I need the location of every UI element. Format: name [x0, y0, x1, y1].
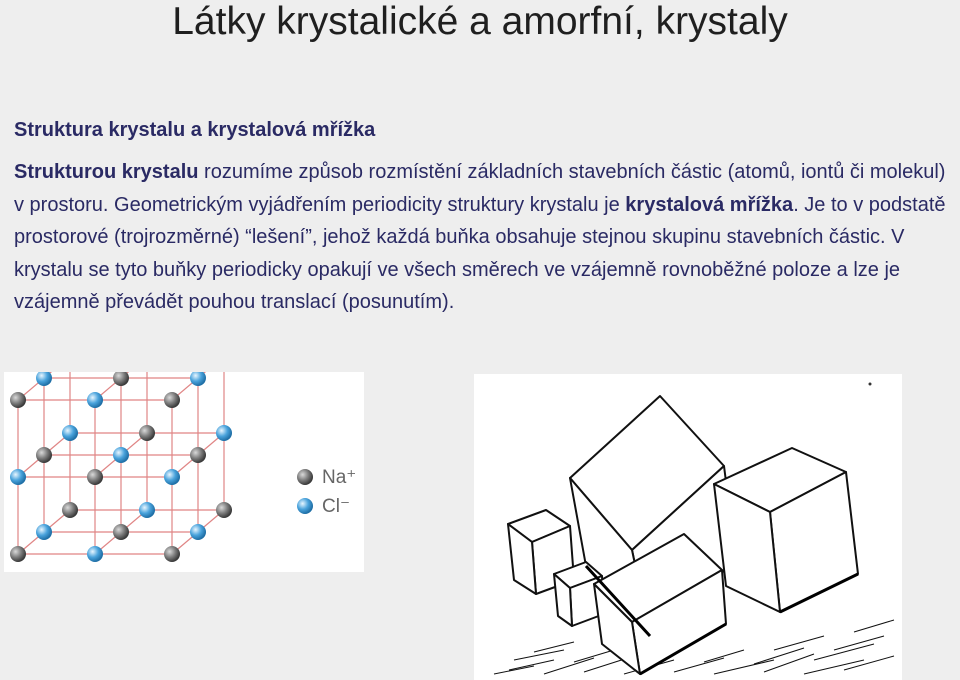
- legend-na-label: Na⁺: [322, 467, 357, 488]
- nacl-lattice-diagram: [4, 372, 364, 572]
- blue-sphere-icon: [297, 498, 313, 514]
- term-crystal-lattice: krystalová mřížka: [625, 193, 794, 216]
- cl-ion: [113, 447, 129, 463]
- na-ion: [190, 447, 206, 463]
- na-ion: [164, 392, 180, 408]
- na-ion: [139, 425, 155, 441]
- cl-ion: [139, 502, 155, 518]
- na-ion: [10, 392, 26, 408]
- na-ion: [62, 502, 78, 518]
- na-ion: [113, 372, 129, 386]
- na-ion: [216, 502, 232, 518]
- crystal-blocks-drawing: [474, 374, 902, 680]
- speck: [869, 383, 872, 386]
- body-paragraph: [14, 156, 958, 319]
- cl-ion: [62, 425, 78, 441]
- cl-ion: [190, 372, 206, 386]
- legend-cl-label: Cl⁻: [322, 496, 350, 517]
- cl-ion: [36, 524, 52, 540]
- cl-ion: [190, 524, 206, 540]
- cl-ion: [87, 392, 103, 408]
- paragraph-text-1: rozumíme způsob rozmístění základních stavebních částic (atomů, iontů či molekul) v prostoru. Geometrickým vyjádřením periodicity struktury krystalu je: [14, 161, 946, 216]
- slide-title: Látky krystalické a amorfní, krystaly: [172, 0, 788, 43]
- right-cube: [714, 448, 858, 612]
- cl-ion: [36, 372, 52, 386]
- na-ion: [10, 546, 26, 562]
- term-crystal-structure: Strukturou krystalu: [14, 161, 199, 183]
- cl-ion: [10, 469, 26, 485]
- paragraph-text-2: . Je to v podstatě prostorové (trojrozměrné) “lešení”, jehož každá buňka obsahuje stejnou skupinu stavebních částic. V krystalu se tyto buňky periodicky opakují ve všech směrech ve vzájemně rovnoběžné poloze a lze je vzájemně převádět pouhou translací (posunutím).: [14, 193, 946, 313]
- na-ion: [87, 469, 103, 485]
- section-heading: Struktura krystalu a krystalová mřížka: [14, 119, 376, 141]
- na-ion: [36, 447, 52, 463]
- na-ion: [164, 546, 180, 562]
- na-ion: [113, 524, 129, 540]
- cl-ion: [164, 469, 180, 485]
- cl-ion: [216, 425, 232, 441]
- cl-ion: [87, 546, 103, 562]
- nacl-lattice-figure: [4, 372, 364, 572]
- gray-sphere-icon: [297, 469, 313, 485]
- crystal-blocks-figure: [474, 374, 902, 680]
